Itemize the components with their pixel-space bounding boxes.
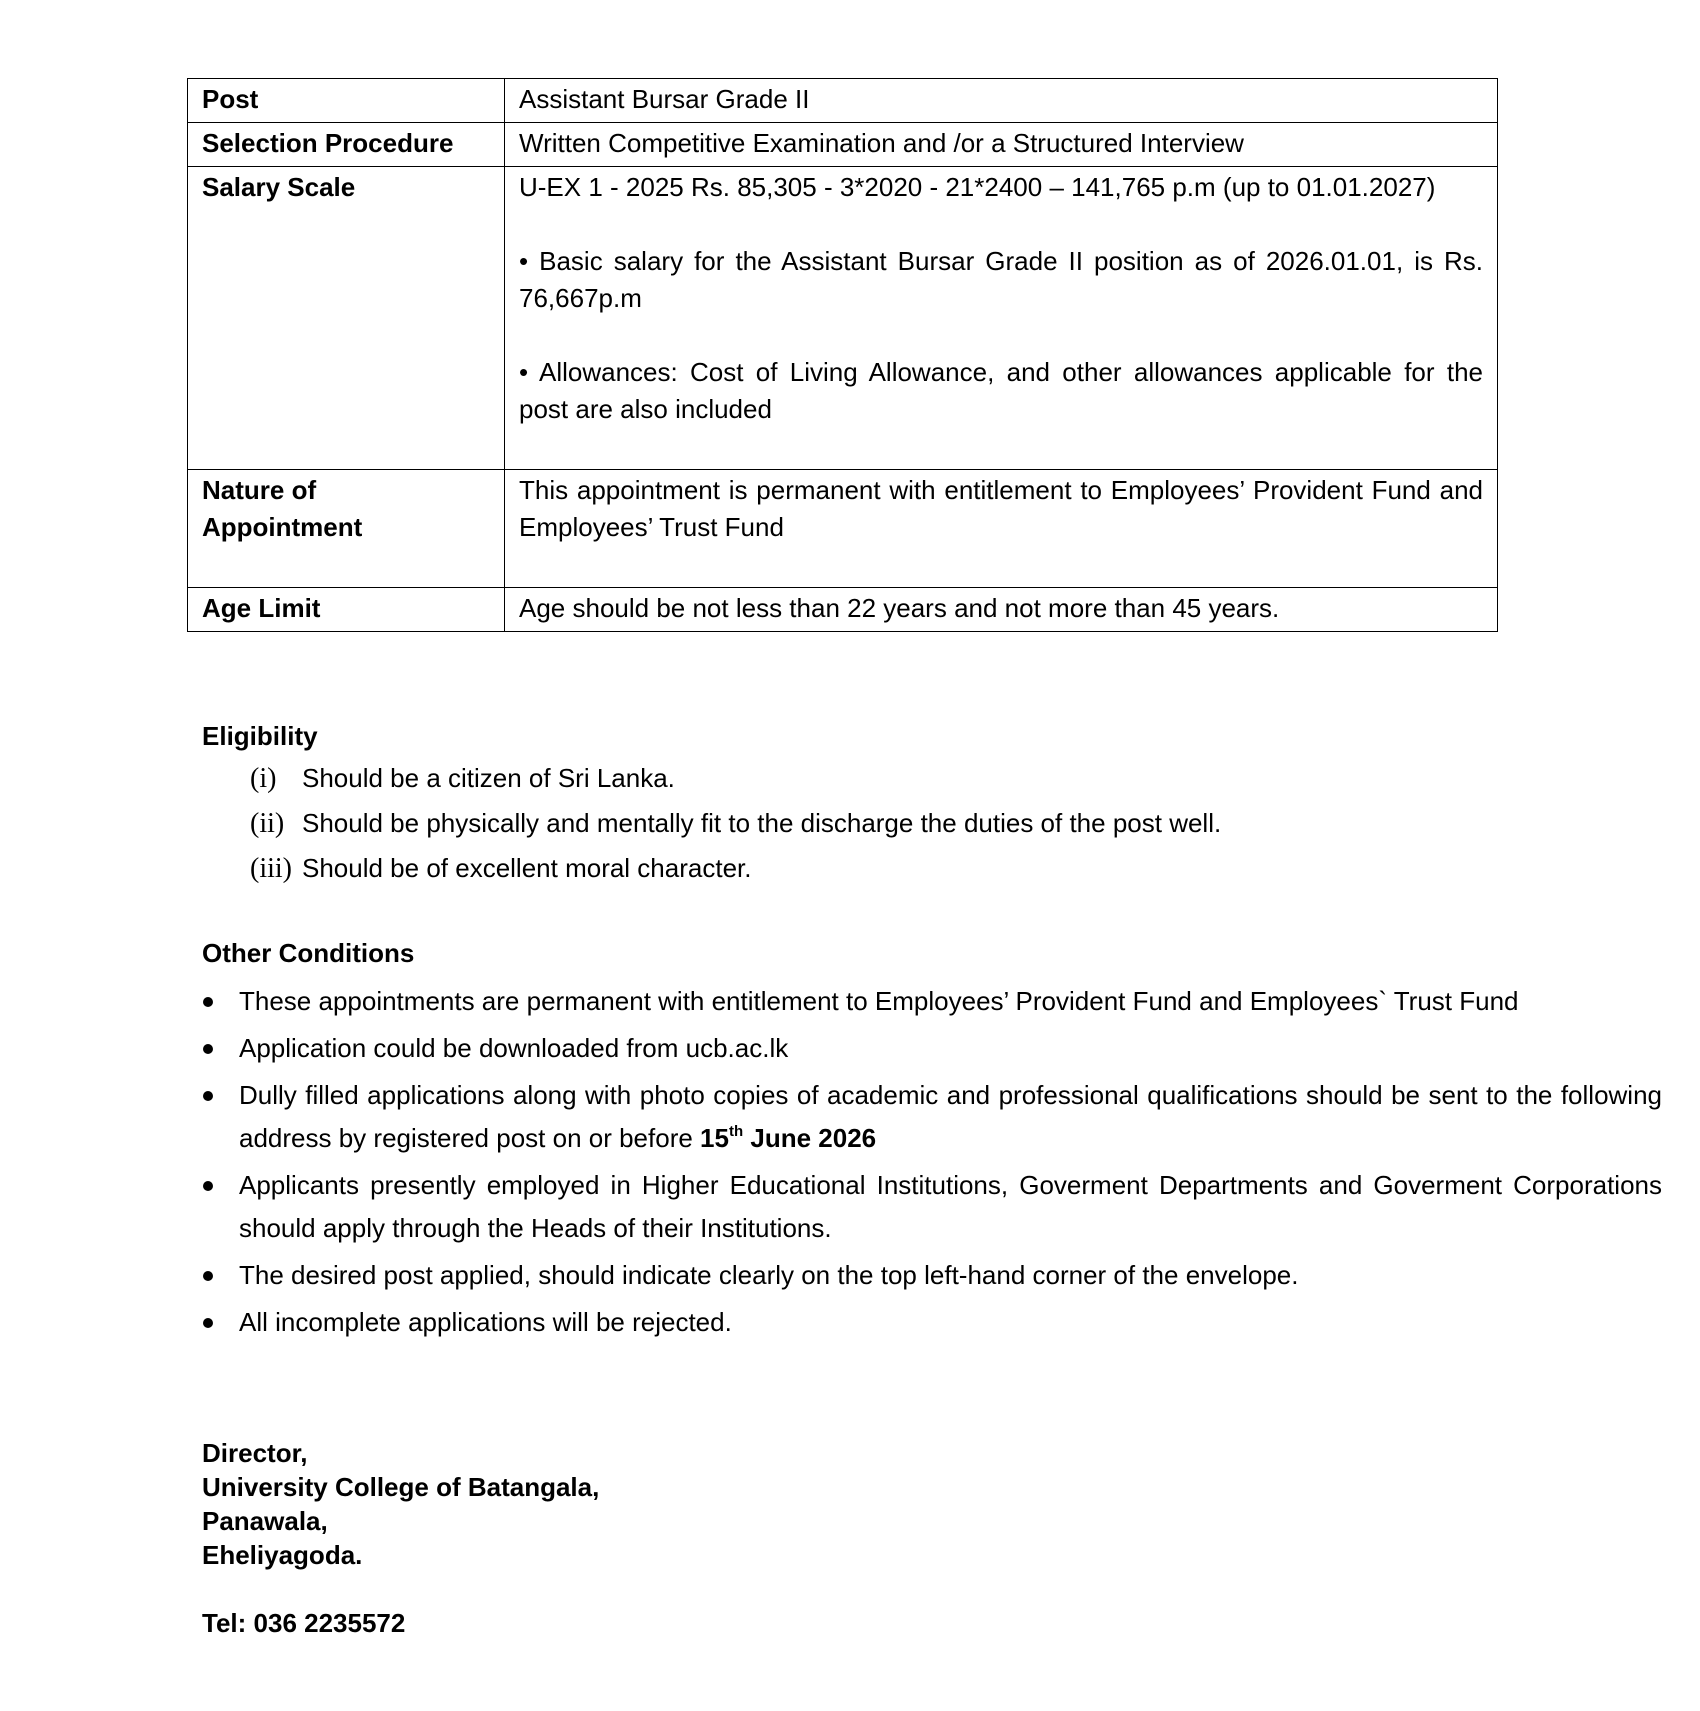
selection-value: Written Competitive Examination and /or a Structured Interview (505, 123, 1498, 167)
list-item (200, 980, 1662, 1023)
list-marker: (iii) (250, 853, 292, 884)
list-item-text: All incomplete applications will be rejected. (239, 1307, 732, 1337)
nature-label-line1: Nature of (202, 475, 317, 505)
list-item (250, 756, 1221, 801)
list-item-text: Should be a citizen of Sri Lanka. (302, 763, 675, 793)
nature-label-line2: Appointment (202, 512, 363, 542)
nature-label (188, 470, 505, 588)
salary-scale-text: U-EX 1 - 2025 Rs. 85,305 - 3*2020 - 21*2400 – 141,765 p.m (up to 01.01.2027) (519, 172, 1436, 202)
selection-label: Selection Procedure (188, 123, 505, 167)
list-marker: (ii) (250, 808, 285, 839)
list-item-text: These appointments are permanent with entitlement to Employees’ Provident Fund and Employees` Trust Fund (239, 986, 1519, 1016)
list-item (250, 846, 1221, 891)
post-label: Post (188, 79, 505, 123)
deadline-month-year: June 2026 (743, 1123, 877, 1153)
nature-value: This appointment is permanent with entitlement to Employees’ Provident Fund and Employees’ Trust Fund (505, 470, 1498, 588)
list-marker: (i) (250, 763, 277, 794)
address-line: Eheliyagoda. (202, 1540, 363, 1570)
bullet-icon (203, 1271, 213, 1281)
post-details-table (187, 78, 1498, 632)
age-value: Age should be not less than 22 years and not more than 45 years. (505, 588, 1498, 632)
bullet-icon (203, 1091, 213, 1101)
list-item (200, 1027, 1662, 1070)
table-row-post (188, 79, 1498, 123)
list-item-text: Applicants presently employed in Higher Educational Institutions, Goverment Departments and Goverment Corporations should apply through the Heads of their Institutions. (239, 1170, 1662, 1243)
list-item (200, 1074, 1662, 1160)
table-row-selection (188, 123, 1498, 167)
list-item (200, 1301, 1662, 1344)
address-line: Director, (202, 1438, 308, 1468)
bullet-icon (203, 997, 213, 1007)
age-label: Age Limit (188, 588, 505, 632)
post-value: Assistant Bursar Grade II (505, 79, 1498, 123)
salary-value (505, 167, 1498, 470)
list-item-text: Dully filled applications along with photo copies of academic and professional qualifications should be sent to the following address by registered post on or before (239, 1080, 1662, 1153)
list-item (200, 1254, 1662, 1297)
list-item-text: The desired post applied, should indicate clearly on the top left-hand corner of the envelope. (239, 1260, 1299, 1290)
eligibility-heading: Eligibility (202, 721, 318, 751)
list-item (250, 801, 1221, 846)
table-row-age (188, 588, 1498, 632)
list-item (200, 1164, 1662, 1250)
address-line: Panawala, (202, 1506, 328, 1536)
table-row-salary (188, 167, 1498, 470)
bullet-icon (203, 1318, 213, 1328)
mailing-address (202, 1436, 599, 1572)
other-conditions-heading: Other Conditions (202, 938, 415, 968)
table-row-nature (188, 470, 1498, 588)
conditions-list (200, 980, 1662, 1348)
telephone-number: Tel: 036 2235572 (202, 1608, 406, 1638)
list-item-text: Application could be downloaded from ucb.ac.lk (239, 1033, 789, 1063)
bullet-icon (203, 1044, 213, 1054)
deadline-day: 15 (700, 1123, 729, 1153)
salary-label: Salary Scale (188, 167, 505, 470)
eligibility-list (250, 756, 1221, 891)
deadline-day-suffix: th (728, 1123, 744, 1140)
allowances-text: • Allowances: Cost of Living Allowance, and other allowances applicable for the post are also included (519, 357, 1483, 424)
list-item-text: Should be physically and mentally fit to the discharge the duties of the post well. (302, 808, 1222, 838)
deadline-date (700, 1123, 876, 1153)
list-item-text: Should be of excellent moral character. (302, 853, 752, 883)
basic-salary-text: • Basic salary for the Assistant Bursar Grade II position as of 2026.01.01, is Rs. 76,667p.m (519, 246, 1483, 313)
address-line: University College of Batangala, (202, 1472, 600, 1502)
bullet-icon (203, 1181, 213, 1191)
